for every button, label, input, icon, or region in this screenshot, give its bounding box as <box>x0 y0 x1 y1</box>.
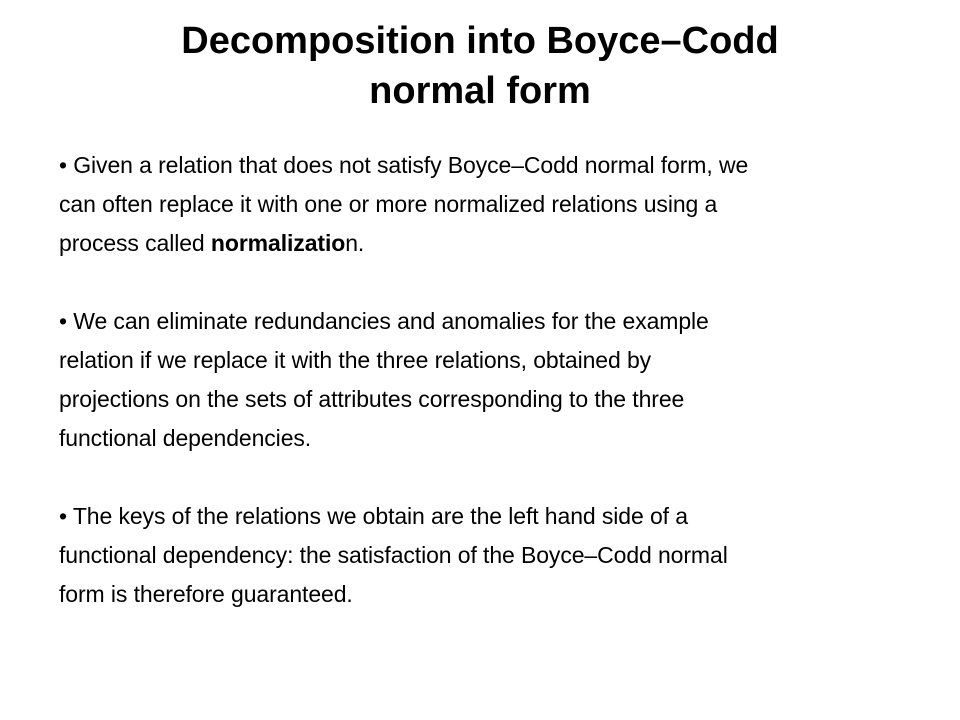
slide-body <box>59 146 919 653</box>
paragraph-3-line-2: functional dependency: the satisfaction of the Boyce–Codd normal <box>59 542 728 568</box>
paragraph-3-line-1-text: The keys of the relations we obtain are the left hand side of a <box>72 503 688 529</box>
paragraph-2-line-2: relation if we replace it with the three relations, obtained by <box>59 347 652 373</box>
paragraph-3-line-1 <box>59 497 919 536</box>
bullet-marker: • <box>59 152 67 178</box>
slide-title <box>60 16 900 116</box>
paragraph-1-line-3-suffix: n. <box>345 230 365 256</box>
slide-title-line-2: normal form <box>369 70 591 112</box>
bullet-paragraph-1 <box>59 146 919 263</box>
slide-title-line-1: Decomposition into Boyce–Codd <box>181 20 779 62</box>
paragraph-2-line-3: projections on the sets of attributes corresponding to the three <box>59 386 685 412</box>
paragraph-2-line-1-text: We can eliminate redundancies and anomalies for the example <box>73 308 709 334</box>
paragraph-1-line-2: can often replace it with one or more normalized relations using a <box>59 191 718 217</box>
paragraph-1-line-1-text: Given a relation that does not satisfy Boyce–Codd normal form, we <box>73 152 749 178</box>
paragraph-1-line-3-prefix: process called <box>59 230 211 256</box>
paragraph-1-line-1 <box>59 146 919 185</box>
paragraph-3-line-3: form is therefore guaranteed. <box>59 581 353 607</box>
paragraph-2-line-1 <box>59 302 919 341</box>
bullet-paragraph-3 <box>59 497 919 614</box>
bullet-marker: • <box>59 503 67 529</box>
paragraph-1-line-3 <box>59 224 919 263</box>
bullet-marker: • <box>59 308 67 334</box>
paragraph-2-line-4: functional dependencies. <box>59 425 312 451</box>
bullet-paragraph-2 <box>59 302 919 458</box>
normalization-term: normalizatio <box>210 230 346 256</box>
